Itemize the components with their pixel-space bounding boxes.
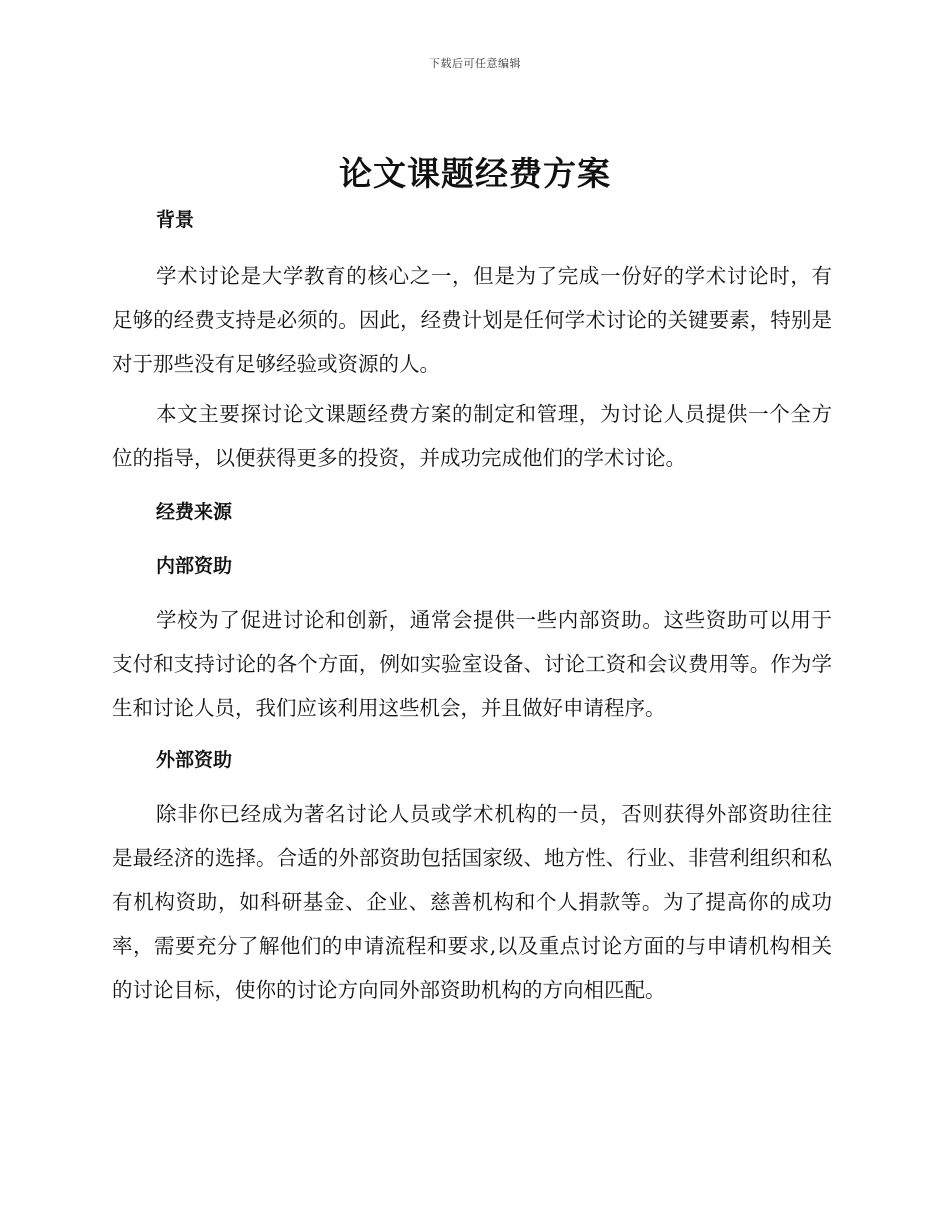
internal-funding-paragraph: 学校为了促进讨论和创新，通常会提供一些内部资助。这些资助可以用于支付和支持讨论的各个方面，例如实验室设备、讨论工资和会议费用等。作为学生和讨论人员，我们应该利用这些机会，并且做好申请程序。 <box>112 608 832 720</box>
section-heading-background: 背景 <box>156 209 195 231</box>
section-heading-internal-funding: 内部资助 <box>156 555 233 577</box>
section-heading-funding-sources: 经费来源 <box>156 501 233 523</box>
section-heading-external-funding: 外部资助 <box>156 749 233 771</box>
background-paragraph-1: 学术讨论是大学教育的核心之一，但是为了完成一份好的学术讨论时，有足够的经费支持是必须的。因此，经费计划是任何学术讨论的关键要素，特别是对于那些没有足够经验或资源的人。 <box>112 264 832 376</box>
document-title: 论文课题经费方案 <box>339 154 611 193</box>
header-note: 下载后可任意编辑 <box>429 57 521 70</box>
external-funding-paragraph: 除非你已经成为著名讨论人员或学术机构的一员，否则获得外部资助往往是最经济的选择。合适的外部资助包括国家级、地方性、行业、非营利组织和私有机构资助，如科研基金、企业、慈善机构和个人捐款等。为了提高你的成功率，需要充分了解他们的申请流程和要求,以及重点讨论方面的与申请机构相关的讨论目标，使你的讨论方向同外部资助机构的方向相匹配。 <box>112 802 832 1002</box>
background-paragraph-2: 本文主要探讨论文课题经费方案的制定和管理，为讨论人员提供一个全方位的指导，以便获得更多的投资，并成功完成他们的学术讨论。 <box>112 402 832 470</box>
